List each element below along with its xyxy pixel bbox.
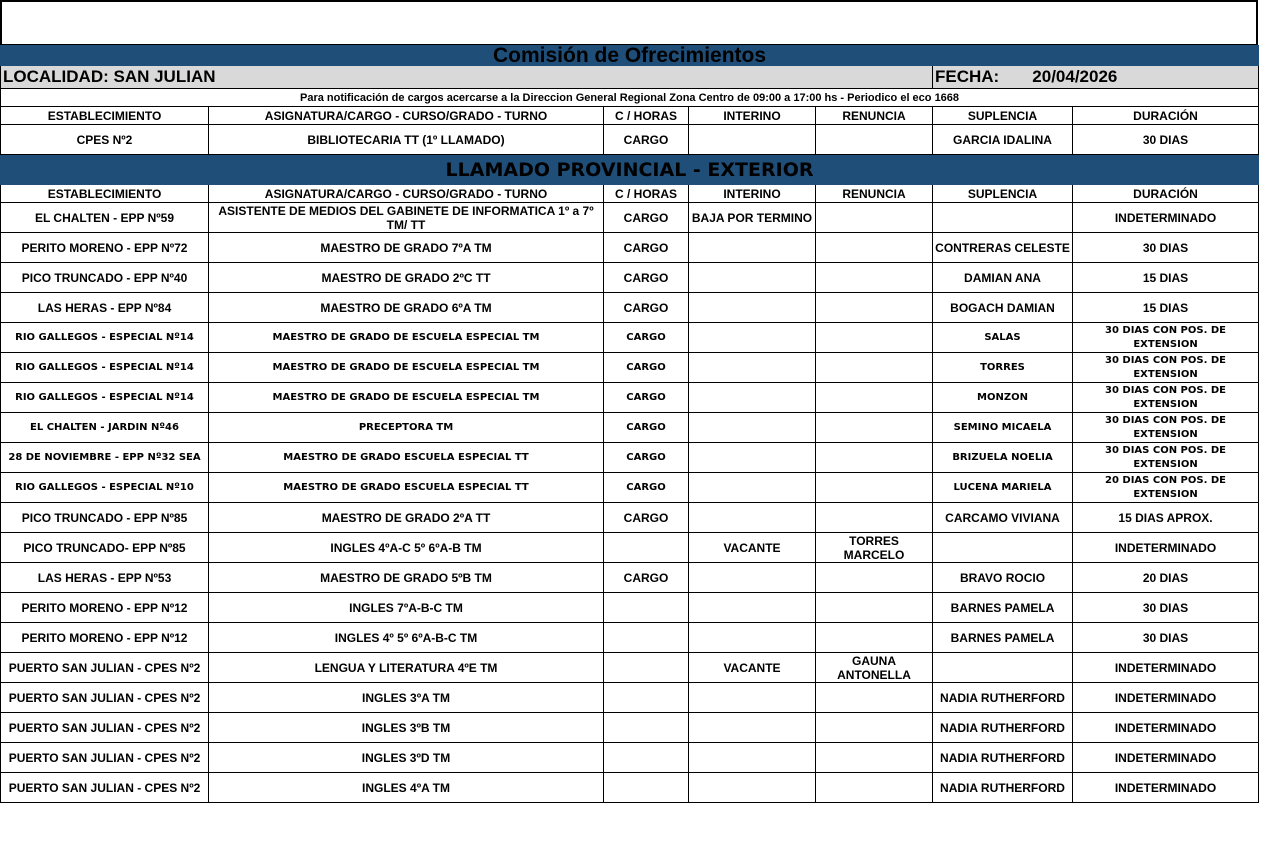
- date-label: FECHA:: [935, 67, 1000, 86]
- cell-asignatura: ASISTENTE DE MEDIOS DEL GABINETE DE INFORMATICA 1º a 7º TM/ TT: [209, 203, 604, 233]
- top-empty-box: [0, 0, 1258, 46]
- cell-interino: VACANTE: [689, 533, 816, 563]
- notice-text: Para notificación de cargos acercarse a la Direccion General Regional Zona Centro de 09:00 a 17:00 hs - Periodico el eco 1668: [1, 89, 1259, 107]
- cell-duracion: 20 DIAS: [1073, 563, 1259, 593]
- table-row: [1, 203, 1259, 233]
- cell-establecimiento: LAS HERAS - EPP Nº84: [1, 293, 209, 323]
- table-row: [1, 473, 1259, 503]
- cell-interino: [689, 503, 816, 533]
- cell-duracion: INDETERMINADO: [1073, 683, 1259, 713]
- column-header-establecimiento: ESTABLECIMIENTO: [1, 185, 209, 203]
- cell-suplencia: BRIZUELA NOELIA: [933, 443, 1073, 473]
- cell-suplencia: NADIA RUTHERFORD: [933, 743, 1073, 773]
- cell-asignatura: BIBLIOTECARIA TT (1º LLAMADO): [209, 125, 604, 155]
- cell-asignatura: INGLES 4º 5º 6ºA-B-C TM: [209, 623, 604, 653]
- cell-interino: [689, 323, 816, 353]
- cell-c-horas: CARGO: [604, 263, 689, 293]
- cell-establecimiento: PUERTO SAN JULIAN - CPES Nº2: [1, 743, 209, 773]
- cell-asignatura: MAESTRO DE GRADO 6ºA TM: [209, 293, 604, 323]
- table-row: [1, 653, 1259, 683]
- cell-establecimiento: RIO GALLEGOS - ESPECIAL Nº14: [1, 353, 209, 383]
- cell-interino: [689, 563, 816, 593]
- cell-renuncia: [816, 263, 933, 293]
- cell-suplencia: NADIA RUTHERFORD: [933, 773, 1073, 803]
- column-header-interino: INTERINO: [689, 107, 816, 125]
- column-header-suplencia: SUPLENCIA: [933, 107, 1073, 125]
- table-row: [1, 293, 1259, 323]
- cell-renuncia: [816, 683, 933, 713]
- cell-asignatura: MAESTRO DE GRADO 2ºA TT: [209, 503, 604, 533]
- table-row: [1, 353, 1259, 383]
- column-header-c-horas: C / HORAS: [604, 185, 689, 203]
- cell-interino: [689, 413, 816, 443]
- cell-c-horas: CARGO: [604, 563, 689, 593]
- cell-establecimiento: PERITO MORENO - EPP Nº12: [1, 593, 209, 623]
- cell-suplencia: CARCAMO VIVIANA: [933, 503, 1073, 533]
- cell-renuncia: [816, 413, 933, 443]
- column-header-row: [1, 185, 1259, 203]
- locality-row: [1, 66, 1259, 89]
- cell-interino: [689, 743, 816, 773]
- cell-asignatura: INGLES 3ºA TM: [209, 683, 604, 713]
- cell-c-horas: [604, 773, 689, 803]
- cell-duracion: 30 DIAS: [1073, 593, 1259, 623]
- cell-c-horas: CARGO: [604, 353, 689, 383]
- cell-interino: VACANTE: [689, 653, 816, 683]
- cell-renuncia: [816, 623, 933, 653]
- cell-interino: [689, 683, 816, 713]
- cell-asignatura: PRECEPTORA TM: [209, 413, 604, 443]
- cell-suplencia: BARNES PAMELA: [933, 593, 1073, 623]
- cell-duracion: 30 DIAS CON POS. DE EXTENSION: [1073, 353, 1259, 383]
- cell-establecimiento: RIO GALLEGOS - ESPECIAL Nº14: [1, 323, 209, 353]
- cell-suplencia: LUCENA MARIELA: [933, 473, 1073, 503]
- cell-renuncia: [816, 563, 933, 593]
- section-title: LLAMADO PROVINCIAL - EXTERIOR: [1, 155, 1259, 185]
- cell-asignatura: MAESTRO DE GRADO DE ESCUELA ESPECIAL TM: [209, 353, 604, 383]
- table-row: [1, 383, 1259, 413]
- date-value: 20/04/2026: [1032, 67, 1118, 86]
- cell-suplencia: DAMIAN ANA: [933, 263, 1073, 293]
- column-header-interino: INTERINO: [689, 185, 816, 203]
- column-header-renuncia: RENUNCIA: [816, 107, 933, 125]
- cell-interino: [689, 473, 816, 503]
- cell-establecimiento: CPES Nº2: [1, 125, 209, 155]
- cell-asignatura: INGLES 4ºA-C 5º 6ºA-B TM: [209, 533, 604, 563]
- cell-asignatura: MAESTRO DE GRADO DE ESCUELA ESPECIAL TM: [209, 383, 604, 413]
- notice-row: [1, 89, 1259, 107]
- cell-interino: [689, 233, 816, 263]
- cell-suplencia: CONTRERAS CELESTE: [933, 233, 1073, 263]
- table-row: [1, 623, 1259, 653]
- cell-renuncia: [816, 503, 933, 533]
- column-header-c-horas: C / HORAS: [604, 107, 689, 125]
- page-title: Comisión de Ofrecimientos: [1, 46, 1259, 66]
- cell-establecimiento: PUERTO SAN JULIAN - CPES Nº2: [1, 653, 209, 683]
- cell-c-horas: [604, 743, 689, 773]
- cell-interino: [689, 263, 816, 293]
- cell-asignatura: LENGUA Y LITERATURA 4ºE TM: [209, 653, 604, 683]
- offerings-table: [0, 45, 1259, 803]
- cell-duracion: 15 DIAS: [1073, 293, 1259, 323]
- cell-asignatura: MAESTRO DE GRADO ESCUELA ESPECIAL TT: [209, 473, 604, 503]
- cell-c-horas: [604, 653, 689, 683]
- cell-duracion: INDETERMINADO: [1073, 713, 1259, 743]
- cell-duracion: INDETERMINADO: [1073, 533, 1259, 563]
- cell-establecimiento: PUERTO SAN JULIAN - CPES Nº2: [1, 773, 209, 803]
- cell-asignatura: MAESTRO DE GRADO 5ºB TM: [209, 563, 604, 593]
- cell-interino: [689, 713, 816, 743]
- table-row: [1, 233, 1259, 263]
- cell-duracion: 30 DIAS CON POS. DE EXTENSION: [1073, 413, 1259, 443]
- cell-asignatura: MAESTRO DE GRADO 2ºC TT: [209, 263, 604, 293]
- cell-c-horas: CARGO: [604, 383, 689, 413]
- column-header-asignatura: ASIGNATURA/CARGO - CURSO/GRADO - TURNO: [209, 185, 604, 203]
- table-row: [1, 263, 1259, 293]
- cell-c-horas: CARGO: [604, 203, 689, 233]
- table-row: [1, 563, 1259, 593]
- cell-renuncia: [816, 203, 933, 233]
- cell-suplencia: [933, 653, 1073, 683]
- cell-establecimiento: EL CHALTEN - JARDIN Nº46: [1, 413, 209, 443]
- cell-c-horas: CARGO: [604, 503, 689, 533]
- cell-establecimiento: PUERTO SAN JULIAN - CPES Nº2: [1, 713, 209, 743]
- cell-suplencia: BARNES PAMELA: [933, 623, 1073, 653]
- cell-renuncia: [816, 323, 933, 353]
- cell-renuncia: [816, 713, 933, 743]
- table-row: [1, 773, 1259, 803]
- cell-interino: [689, 443, 816, 473]
- cell-establecimiento: PICO TRUNCADO - EPP Nº40: [1, 263, 209, 293]
- cell-renuncia: [816, 353, 933, 383]
- cell-renuncia: [816, 473, 933, 503]
- cell-c-horas: [604, 593, 689, 623]
- cell-c-horas: [604, 533, 689, 563]
- cell-establecimiento: PERITO MORENO - EPP Nº12: [1, 623, 209, 653]
- cell-renuncia: [816, 233, 933, 263]
- table-row: [1, 533, 1259, 563]
- cell-suplencia: NADIA RUTHERFORD: [933, 713, 1073, 743]
- cell-suplencia: BRAVO ROCIO: [933, 563, 1073, 593]
- cell-c-horas: CARGO: [604, 413, 689, 443]
- table-row: [1, 593, 1259, 623]
- table-row: [1, 713, 1259, 743]
- cell-asignatura: MAESTRO DE GRADO ESCUELA ESPECIAL TT: [209, 443, 604, 473]
- cell-duracion: 30 DIAS CON POS. DE EXTENSION: [1073, 323, 1259, 353]
- cell-duracion: 30 DIAS CON POS. DE EXTENSION: [1073, 443, 1259, 473]
- table-row: [1, 743, 1259, 773]
- cell-interino: [689, 353, 816, 383]
- cell-establecimiento: LAS HERAS - EPP Nº53: [1, 563, 209, 593]
- column-header-duracion: DURACIÓN: [1073, 107, 1259, 125]
- cell-suplencia: MONZON: [933, 383, 1073, 413]
- cell-c-horas: CARGO: [604, 323, 689, 353]
- column-header-suplencia: SUPLENCIA: [933, 185, 1073, 203]
- cell-suplencia: SEMINO MICAELA: [933, 413, 1073, 443]
- column-header-asignatura: ASIGNATURA/CARGO - CURSO/GRADO - TURNO: [209, 107, 604, 125]
- cell-interino: [689, 593, 816, 623]
- cell-c-horas: CARGO: [604, 443, 689, 473]
- cell-renuncia: TORRES MARCELO: [816, 533, 933, 563]
- cell-establecimiento: 28 DE NOVIEMBRE - EPP Nº32 SEA: [1, 443, 209, 473]
- cell-c-horas: CARGO: [604, 293, 689, 323]
- cell-duracion: INDETERMINADO: [1073, 653, 1259, 683]
- cell-establecimiento: PERITO MORENO - EPP Nº72: [1, 233, 209, 263]
- cell-duracion: 20 DIAS CON POS. DE EXTENSION: [1073, 473, 1259, 503]
- cell-asignatura: INGLES 7ºA-B-C TM: [209, 593, 604, 623]
- cell-suplencia: BOGACH DAMIAN: [933, 293, 1073, 323]
- date-cell: [933, 66, 1259, 89]
- title-row: [1, 46, 1259, 66]
- cell-interino: [689, 383, 816, 413]
- cell-renuncia: [816, 593, 933, 623]
- cell-establecimiento: PICO TRUNCADO- EPP Nº85: [1, 533, 209, 563]
- cell-duracion: 30 DIAS: [1073, 125, 1259, 155]
- cell-c-horas: CARGO: [604, 233, 689, 263]
- cell-renuncia: [816, 383, 933, 413]
- cell-renuncia: [816, 293, 933, 323]
- locality-label: LOCALIDAD: SAN JULIAN: [1, 66, 933, 89]
- column-header-renuncia: RENUNCIA: [816, 185, 933, 203]
- column-header-establecimiento: ESTABLECIMIENTO: [1, 107, 209, 125]
- cell-duracion: 15 DIAS APROX.: [1073, 503, 1259, 533]
- cell-interino: [689, 623, 816, 653]
- section-band-row: [1, 155, 1259, 185]
- cell-duracion: INDETERMINADO: [1073, 773, 1259, 803]
- table-row: [1, 503, 1259, 533]
- cell-interino: BAJA POR TERMINO: [689, 203, 816, 233]
- table-row: [1, 125, 1259, 155]
- table-row: [1, 683, 1259, 713]
- cell-duracion: 30 DIAS: [1073, 233, 1259, 263]
- cell-interino: [689, 125, 816, 155]
- table-row: [1, 413, 1259, 443]
- cell-asignatura: INGLES 3ºD TM: [209, 743, 604, 773]
- cell-renuncia: [816, 743, 933, 773]
- cell-establecimiento: PICO TRUNCADO - EPP Nº85: [1, 503, 209, 533]
- cell-c-horas: CARGO: [604, 125, 689, 155]
- table-row: [1, 323, 1259, 353]
- cell-c-horas: [604, 713, 689, 743]
- cell-establecimiento: PUERTO SAN JULIAN - CPES Nº2: [1, 683, 209, 713]
- cell-interino: [689, 773, 816, 803]
- cell-establecimiento: EL CHALTEN - EPP Nº59: [1, 203, 209, 233]
- cell-interino: [689, 293, 816, 323]
- cell-duracion: 30 DIAS CON POS. DE EXTENSION: [1073, 383, 1259, 413]
- cell-duracion: 30 DIAS: [1073, 623, 1259, 653]
- cell-suplencia: NADIA RUTHERFORD: [933, 683, 1073, 713]
- cell-asignatura: MAESTRO DE GRADO 7ºA TM: [209, 233, 604, 263]
- cell-suplencia: TORRES: [933, 353, 1073, 383]
- cell-duracion: INDETERMINADO: [1073, 203, 1259, 233]
- column-header-duracion: DURACIÓN: [1073, 185, 1259, 203]
- cell-duracion: 15 DIAS: [1073, 263, 1259, 293]
- cell-suplencia: GARCIA IDALINA: [933, 125, 1073, 155]
- cell-renuncia: [816, 125, 933, 155]
- cell-renuncia: GAUNA ANTONELLA: [816, 653, 933, 683]
- cell-c-horas: [604, 683, 689, 713]
- table-row: [1, 443, 1259, 473]
- cell-suplencia: SALAS: [933, 323, 1073, 353]
- cell-establecimiento: RIO GALLEGOS - ESPECIAL Nº10: [1, 473, 209, 503]
- cell-suplencia: [933, 203, 1073, 233]
- column-header-row: [1, 107, 1259, 125]
- cell-asignatura: MAESTRO DE GRADO DE ESCUELA ESPECIAL TM: [209, 323, 604, 353]
- cell-c-horas: [604, 623, 689, 653]
- cell-duracion: INDETERMINADO: [1073, 743, 1259, 773]
- cell-suplencia: [933, 533, 1073, 563]
- cell-c-horas: CARGO: [604, 473, 689, 503]
- cell-renuncia: [816, 773, 933, 803]
- cell-renuncia: [816, 443, 933, 473]
- cell-asignatura: INGLES 4ºA TM: [209, 773, 604, 803]
- cell-asignatura: INGLES 3ºB TM: [209, 713, 604, 743]
- cell-establecimiento: RIO GALLEGOS - ESPECIAL Nº14: [1, 383, 209, 413]
